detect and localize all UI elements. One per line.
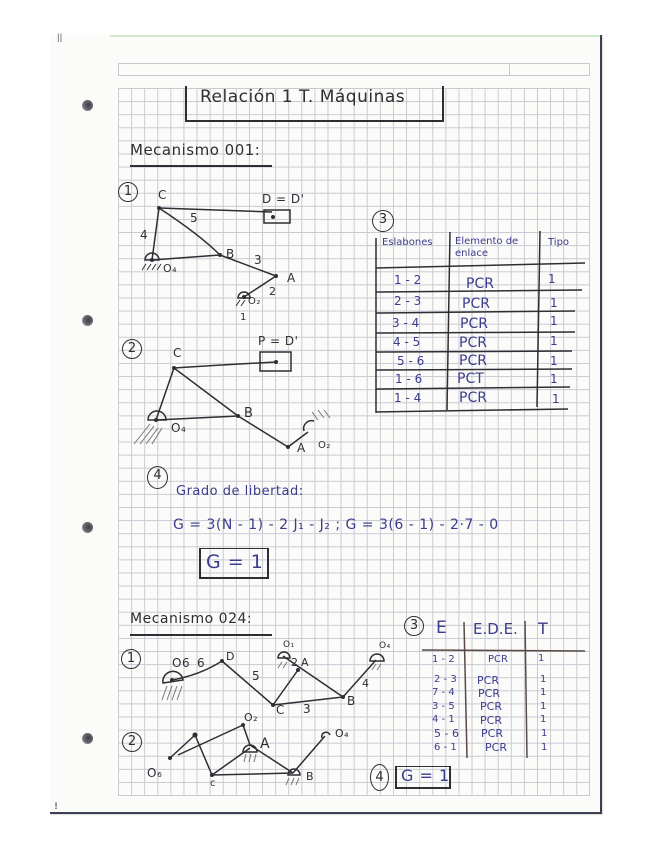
table-cell: PCR — [459, 390, 487, 406]
point-label-a: A — [297, 441, 306, 455]
point-label-o2: O₂ — [318, 440, 331, 451]
table-cell: 3 - 4 — [392, 316, 420, 330]
table-cell: PCR — [477, 674, 499, 687]
table-cell: PCR — [481, 727, 503, 740]
step-number-2: 2 — [122, 732, 142, 752]
table-cell: PCR — [466, 276, 494, 292]
heading-underline — [130, 634, 272, 636]
point-label-c: C — [276, 703, 285, 717]
degrees-of-freedom-heading: Grado de libertad: — [176, 484, 304, 499]
point-label-b: B — [226, 247, 235, 261]
point-label-o6: O6 — [172, 656, 191, 670]
point-label-o4: O₄ — [171, 421, 187, 435]
page-title: Relación 1 T. Máquinas — [200, 87, 406, 107]
link-label-4: 4 — [362, 677, 370, 690]
table-header-t: T — [538, 619, 548, 638]
table-cell: 4 - 1 — [432, 714, 455, 725]
point-label-o4: O₄ — [163, 262, 178, 275]
table-cell: 1 — [540, 674, 547, 685]
table-cell: 2 - 3 — [434, 674, 457, 685]
point-label-a: A — [301, 656, 310, 669]
binder-hole — [82, 522, 93, 533]
point-label-o4: O₄ — [335, 727, 350, 740]
degrees-of-freedom-result: G = 1 — [206, 551, 264, 573]
point-label-o2: O₂ — [248, 296, 261, 307]
point-label-b: B — [244, 406, 254, 421]
table-cell: PCR — [459, 335, 487, 351]
table-cell: PCR — [480, 714, 502, 727]
point-label-o4: O₄ — [379, 641, 391, 651]
table-header-e: E — [436, 618, 447, 638]
table-header-ede: E.D.E. — [473, 620, 518, 638]
point-label-o6: O₆ — [147, 766, 163, 780]
margin-mark: ǀǀ — [57, 33, 63, 43]
point-label-d: D = D' — [262, 192, 305, 206]
link-label-1: 1 — [240, 312, 247, 323]
table-cell: 1 — [552, 392, 560, 406]
table-header-eslabones: Eslabones — [382, 237, 433, 248]
link-label-5: 5 — [190, 211, 199, 225]
table-header-tipo: Tipo — [548, 237, 570, 248]
point-label-o1: O₁ — [283, 640, 295, 650]
step-number-1: 1 — [121, 649, 141, 669]
table-cell: 1 — [541, 728, 548, 739]
step-number-4: 4 — [370, 764, 389, 791]
table-cell: 1 - 2 — [432, 654, 455, 665]
table-cell: 7 - 4 — [432, 687, 455, 698]
table-cell: 1 — [540, 701, 547, 712]
point-label-o2: O₂ — [244, 711, 259, 724]
table-cell: 5 - 6 — [397, 354, 425, 368]
table-cell: PCR — [478, 687, 500, 700]
point-label-c: C — [158, 188, 167, 202]
table-cell: PCR — [488, 654, 508, 665]
step-number-3: 3 — [372, 210, 394, 232]
table-cell: 1 — [550, 296, 558, 310]
binder-hole — [82, 315, 93, 326]
point-label-a: A — [287, 271, 296, 285]
link-label-5: 5 — [252, 669, 261, 683]
links-table-024-lines — [0, 0, 1, 1]
link-label-2: 2 — [291, 656, 299, 669]
table-cell: 1 — [540, 714, 547, 725]
table-cell: 1 - 4 — [394, 391, 422, 405]
point-label-d: D — [226, 650, 235, 663]
table-cell: 1 — [550, 372, 558, 386]
step-number-1: 1 — [118, 182, 138, 202]
table-cell: 5 - 6 — [434, 727, 459, 740]
table-cell: 3 - 5 — [432, 701, 455, 712]
link-label-3: 3 — [303, 702, 312, 716]
table-cell: 1 — [550, 334, 558, 348]
page-header-box — [118, 63, 590, 76]
table-cell: 6 - 1 — [434, 742, 457, 753]
point-label-b: B — [306, 770, 315, 783]
degrees-of-freedom-result: G = 1 — [401, 766, 450, 785]
margin-mark-bottom: ! — [54, 802, 59, 812]
link-label-6: 6 — [197, 656, 206, 670]
table-cell: PCR — [485, 741, 507, 754]
link-label-2: 2 — [269, 285, 277, 298]
grid-area — [118, 88, 590, 796]
table-cell: 2 - 3 — [394, 294, 422, 308]
table-cell: PCT — [457, 371, 484, 387]
point-label-d: P = D' — [258, 334, 299, 348]
table-cell: PCR — [460, 316, 488, 332]
degrees-of-freedom-formula: G = 3(N - 1) - 2 J₁ - J₂ ; G = 3(6 - 1) - 2·7 - 0 — [173, 517, 499, 533]
point-label-a: A — [260, 736, 271, 752]
table-cell: 1 — [540, 687, 547, 698]
binder-hole — [82, 100, 93, 111]
table-cell: 4 - 5 — [393, 335, 421, 349]
mechanism-024-heading: Mecanismo 024: — [130, 611, 253, 627]
table-cell: 1 - 2 — [394, 273, 422, 287]
table-cell: 1 — [541, 742, 548, 753]
mechanism-001-heading: Mecanismo 001: — [130, 141, 261, 159]
page-top-edge — [110, 35, 600, 37]
table-cell: PCR — [459, 353, 487, 369]
table-cell: PCR — [480, 700, 502, 713]
link-label-4: 4 — [140, 228, 149, 242]
header-box-divider — [509, 64, 510, 75]
heading-underline — [130, 165, 272, 167]
point-label-c: c — [210, 778, 216, 789]
step-number-2: 2 — [122, 339, 142, 359]
point-label-b: B — [347, 694, 356, 708]
table-header-elemento: Elemento de enlace — [455, 236, 519, 259]
binder-hole — [82, 733, 93, 744]
step-number-3: 3 — [404, 616, 424, 636]
step-number-4: 4 — [147, 466, 168, 489]
point-label-c: C — [173, 346, 182, 360]
link-label-3: 3 — [254, 253, 263, 267]
table-cell: 1 — [548, 272, 556, 286]
table-cell: 1 - 6 — [395, 372, 423, 386]
table-cell: 1 — [538, 653, 545, 664]
table-cell: 1 — [550, 314, 558, 328]
table-cell: PCR — [462, 296, 490, 312]
table-cell: 1 — [550, 354, 558, 368]
